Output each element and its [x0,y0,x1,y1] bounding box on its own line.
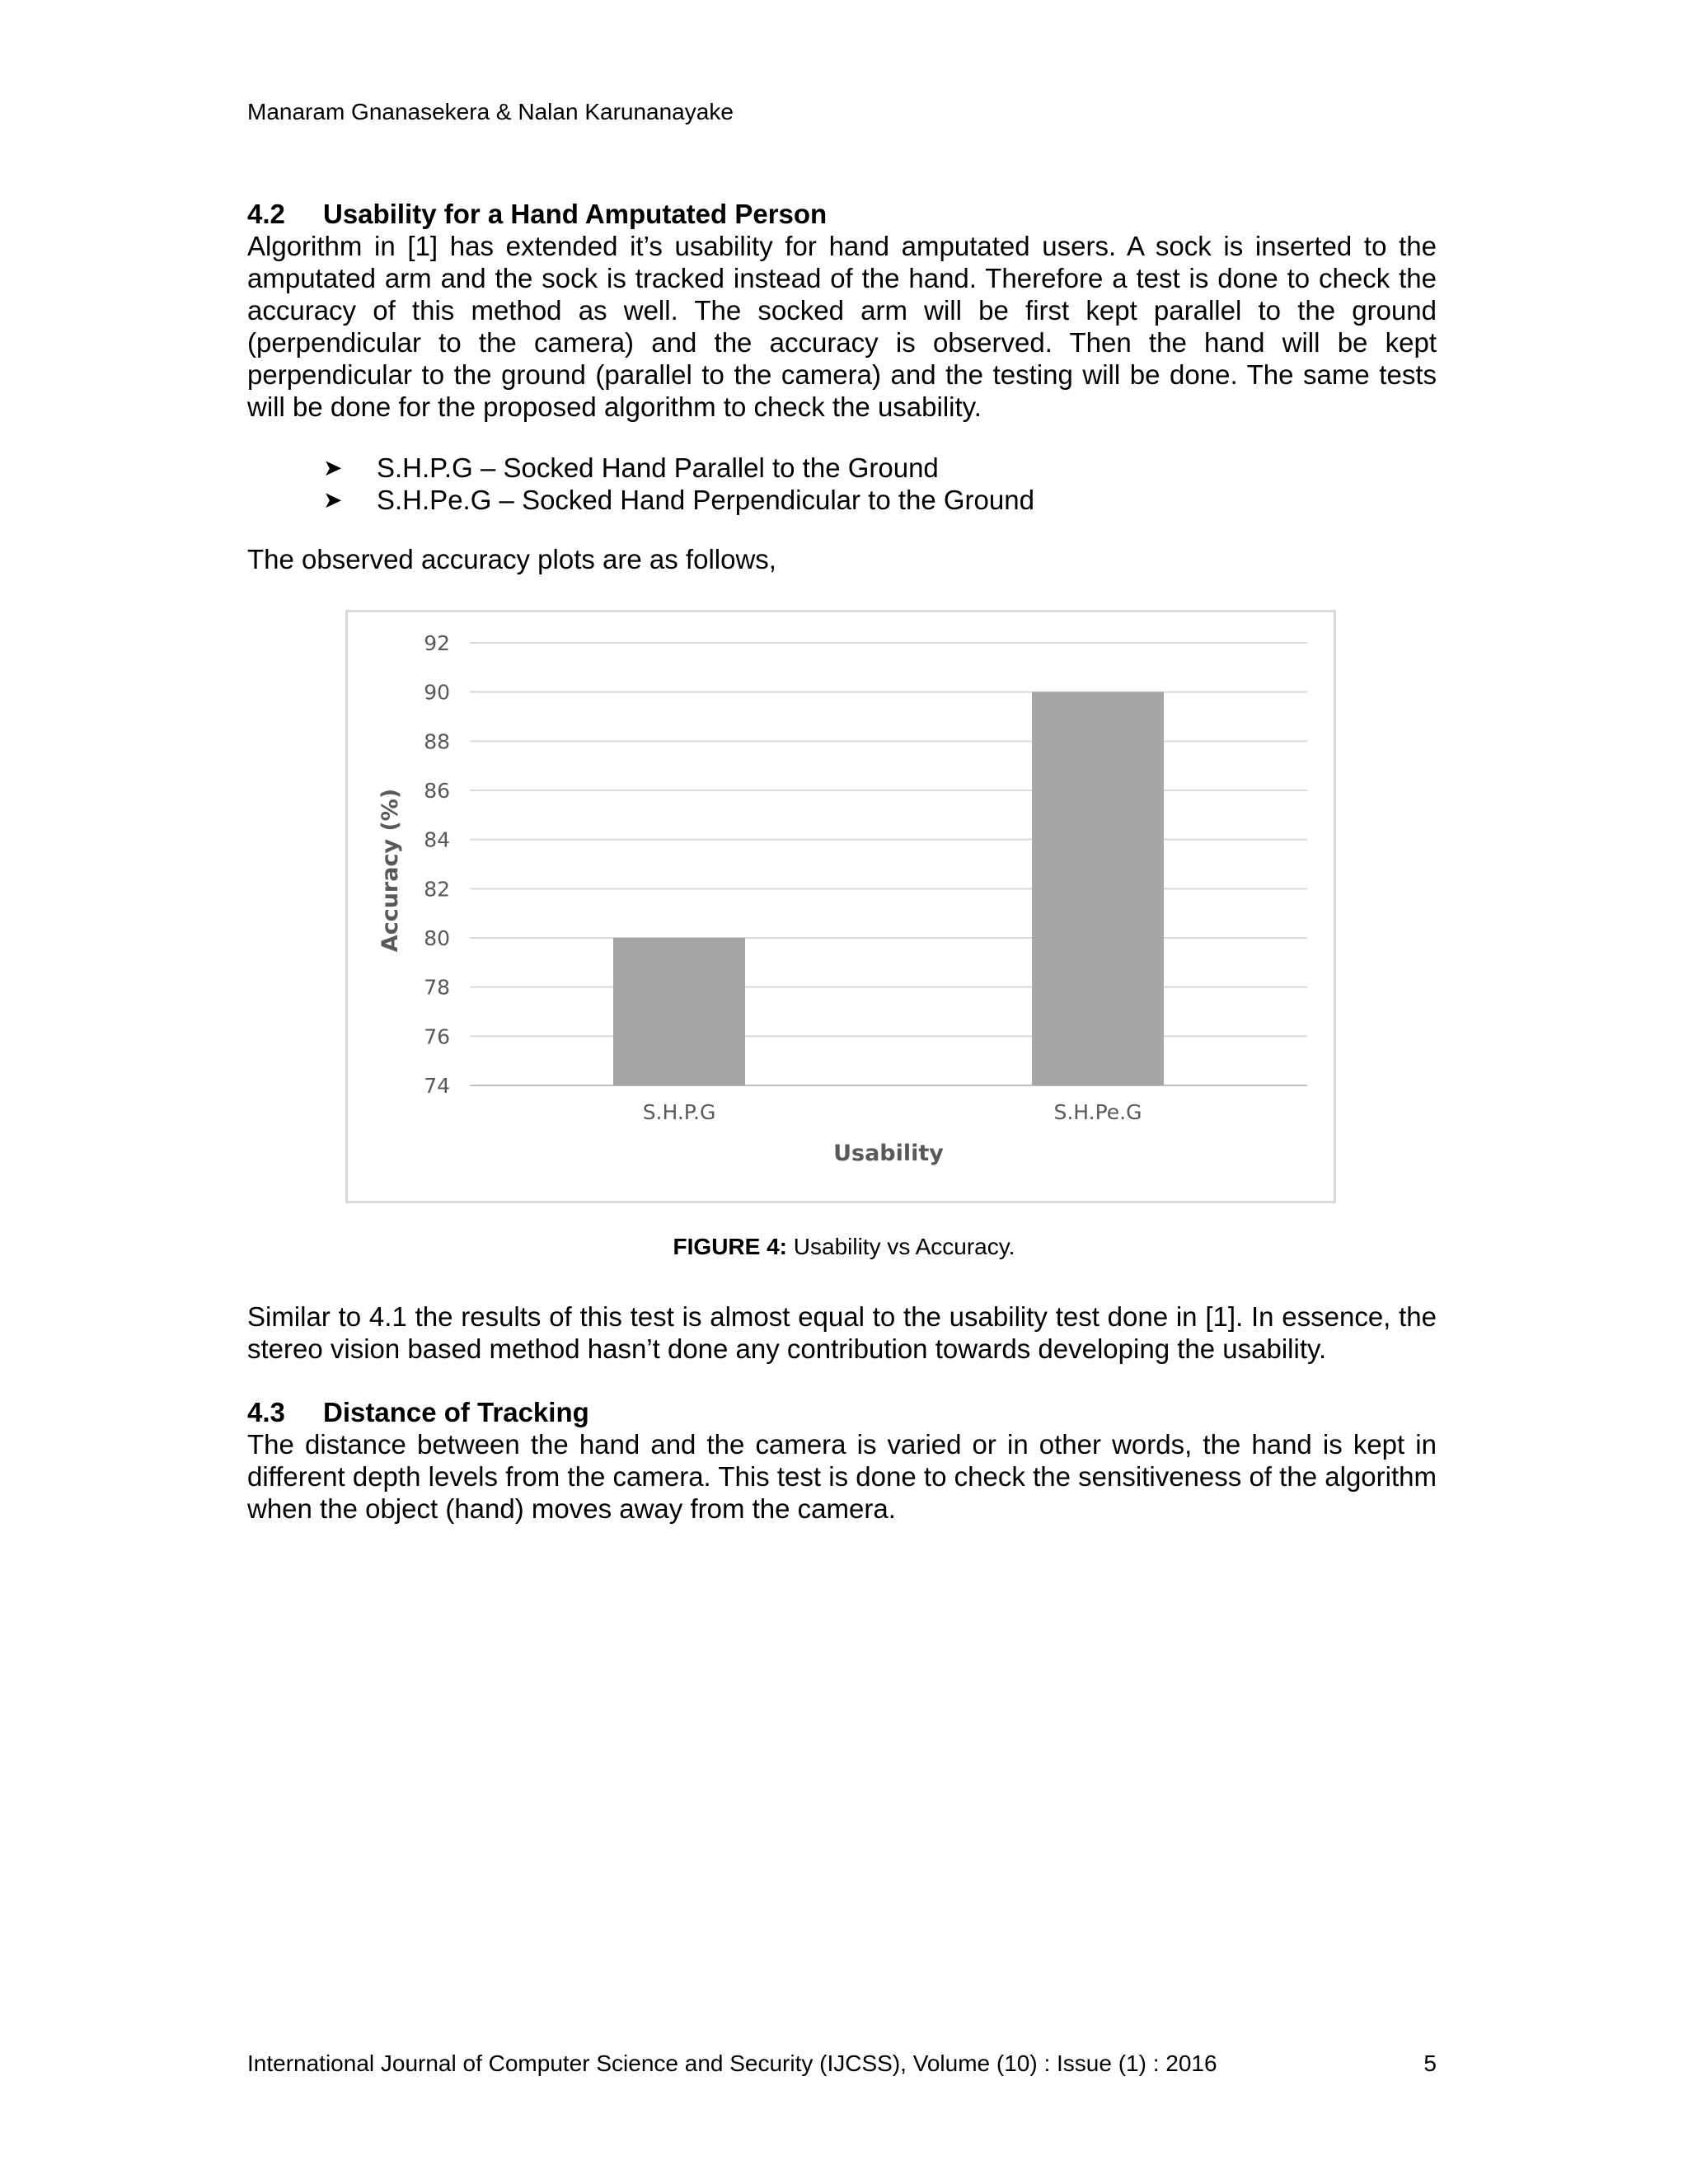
section-paragraph: Algorithm in [1] has extended it’s usability for hand amputated users. A sock is inserted to the amputated arm and the sock is tracked instead of the hand. Therefore a test is done to check the accuracy of this method as well. The socked arm will be first kept parallel to the ground (perpendicular to the camera) and the accuracy is observed. Then the hand will be kept perpendicular to the ground (parallel to the camera) and the testing will be done. The same tests will be done for the proposed algorithm to check the usability. [247,231,1437,422]
list-item-text: S.H.P.G – Socked Hand Parallel to the Ground [377,452,939,483]
y-tick-label: 88 [424,729,450,754]
x-axis-label: Usability [833,1141,944,1166]
section-paragraph: The distance between the hand and the camera is varied or in other words, the hand is kept in different depth levels from the camera. This test is done to check the sensitiveness of the algorithm when the object (hand) moves away from the camera. [247,1429,1437,1524]
page-footer [247,2050,1437,2077]
y-tick-label: 86 [424,779,450,803]
section-number: 4.3 [247,1397,285,1427]
arrowhead-bullet-icon: ➤ [323,487,343,513]
arrowhead-bullet-icon: ➤ [323,455,343,480]
list-item [323,452,1034,484]
figure-4-chart [345,610,1336,1203]
y-tick-label: 78 [424,975,450,1000]
list-item-text: S.H.Pe.G – Socked Hand Perpendicular to the Ground [377,485,1034,515]
section-heading [247,1396,1437,1428]
bar-shpg [613,938,745,1085]
bar-chart [348,612,1334,1201]
y-tick-label: 90 [424,680,450,705]
paragraph: Similar to 4.1 the results of this test is almost equal to the usability test done in [1]. In essence, the stereo vision based method hasn’t done any contribution towards developing the usability. [247,1301,1437,1364]
y-tick-label: 84 [424,827,450,852]
y-axis-label: Accuracy (%) [377,788,403,953]
figure-label: FIGURE 4: [673,1234,787,1259]
y-tick-label: 82 [424,877,450,902]
plots-intro: The observed accuracy plots are as follows, [247,544,776,574]
x-tick-label: S.H.Pe.G [1053,1100,1142,1124]
y-tick-label: 80 [424,926,450,950]
section-4-2 [247,198,1437,423]
y-tick-label: 74 [424,1074,450,1098]
journal-citation: International Journal of Computer Science and Security (IJCSS), Volume (10) : Issue (1) : 2016 [247,2050,1217,2076]
y-tick-label: 92 [424,631,450,655]
section-heading [247,198,1437,230]
bullet-list [323,452,1034,516]
section-number: 4.2 [247,199,285,229]
figure-caption-text: Usability vs Accuracy. [793,1234,1015,1259]
section-title: Distance of Tracking [323,1397,589,1427]
after-figure-text [247,1301,1437,1365]
section-4-3 [247,1396,1437,1525]
y-tick-label: 76 [424,1024,450,1049]
bar-shpeg [1032,692,1164,1085]
figure-caption [0,1234,1688,1260]
section-title: Usability for a Hand Amputated Person [323,199,828,229]
list-item [323,484,1034,516]
x-tick-label: S.H.P.G [642,1100,716,1124]
running-header: Manaram Gnanasekera & Nalan Karunanayake [247,99,734,124]
page-number: 5 [1423,2050,1437,2076]
